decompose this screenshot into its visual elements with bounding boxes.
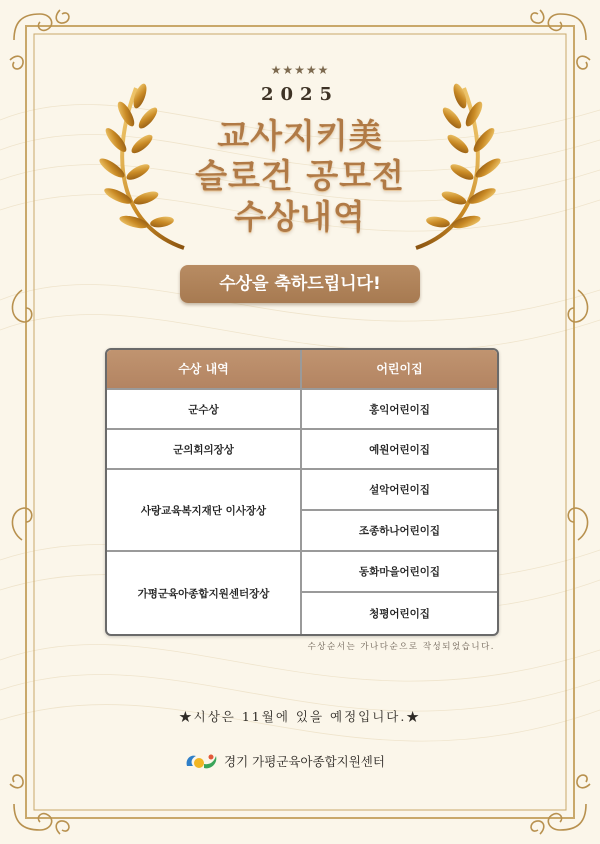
laurel-left-icon: [96, 78, 196, 250]
organization-logo-icon: [184, 750, 220, 772]
organization-footer: [184, 750, 385, 772]
center-cell: 설악어린이집: [369, 484, 430, 496]
table-header-center: 어린이집: [376, 362, 423, 376]
year-label: 2025: [260, 84, 340, 105]
laurel-right-icon: [404, 78, 504, 250]
title-line-1: 교사지키美: [217, 116, 383, 155]
award-table: [105, 348, 499, 636]
ceremony-notice: ★시상은 11월에 있을 예정입니다.★: [179, 709, 421, 724]
center-cell: 동화마을어린이집: [358, 566, 441, 578]
title-line-2: 슬로건 공모전: [195, 156, 405, 195]
organization-name: 경기 가평군육아종합지원센터: [224, 754, 385, 769]
title-line-3: 수상내역: [234, 197, 366, 236]
table-header-row: [107, 350, 497, 388]
center-cell: 조종하나어린이집: [358, 525, 441, 537]
award-cell: 군의회의장상: [173, 443, 234, 456]
congratulations-banner: 수상을 축하드립니다!: [180, 265, 420, 303]
center-cell: 홍익어린이집: [369, 403, 430, 416]
ordering-note: 수상순서는 가나다순으로 작성되었습니다.: [307, 642, 495, 652]
center-cell: 청평어린이집: [369, 608, 430, 620]
award-cell: 사랑교육복지재단 이사장상: [140, 504, 267, 517]
center-cell: 예원어린이집: [369, 443, 430, 456]
rating-stars: ★★★★★: [270, 63, 330, 77]
award-cell: 군수상: [188, 403, 219, 416]
award-cell: 가평군육아종합지원센터장상: [137, 587, 270, 600]
table-header-award: 수상 내역: [178, 362, 229, 376]
